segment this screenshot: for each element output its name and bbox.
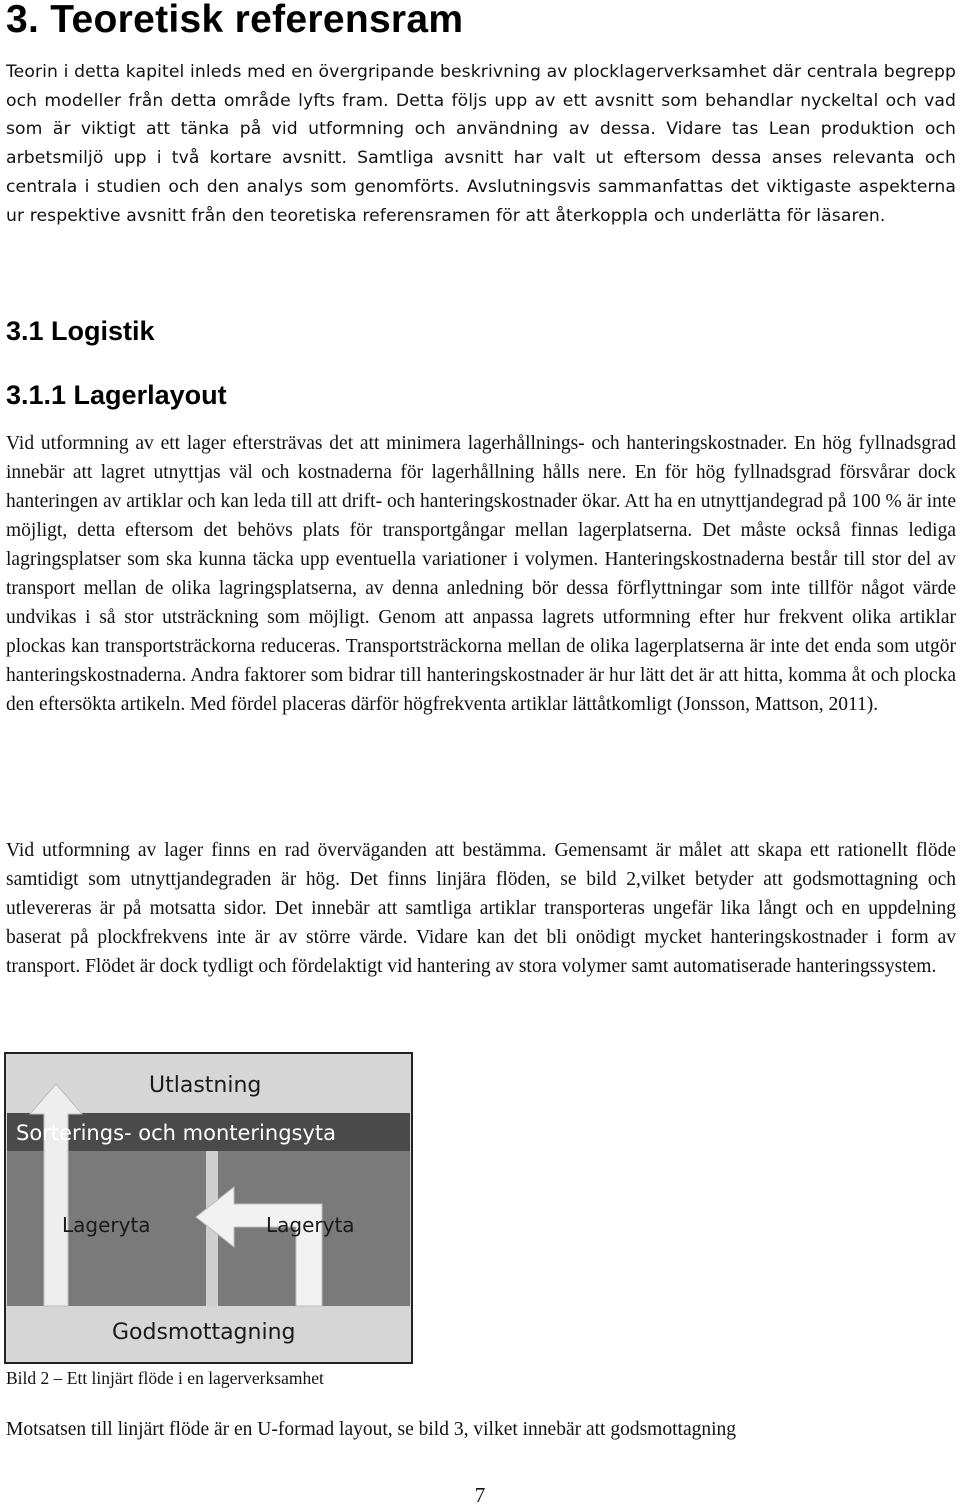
body-paragraph-3: Motsatsen till linjärt flöde är en U-formad layout, se bild 3, vilket innebär att godsmottagning xyxy=(6,1419,737,1440)
storage-left-label: Lageryta xyxy=(62,1213,151,1237)
body-paragraph-1: Vid utformning av ett lager eftersträvas det att minimera lagerhållnings- och hanteringskostnader. En hög fyllnadsgrad innebär att lagret utnyttjas väl och kostnaderna för lagerhållning hålls nere. En för hög fyllnadsgrad försvårar dock hanteringen av artiklar och kan leda till att drift- och hanteringskostnader ökar. Att ha en utnyttjandegrad på 100 % är inte möjligt, detta eftersom det behövs plats för transportgångar mellan lagerplatserna. Det måste också finnas lediga lagringsplatser som ska kunna täcka upp eventuella variationer i volymen. Hanteringskostnaderna består till stor del av transport mellan de olika lagringsplatserna, av denna anledning bör dessa förflyttningar som inte tillför något värde undvikas i så stor utsträckning som möjligt. Genom att anpassa lagrets utformning efter hur frekvent olika artiklar plockas kan transportsträckorna reduceras. Transportsträckorna mellan de olika lagerplatserna är inte det enda som utgör hanteringskostnaderna. Andra faktorer som bidrar till hanteringskostnader är hur lätt det är att hitta, komma åt och plocka den eftersökta artikeln. Med fördel placeras därför högfrekventa artiklar lättåtkomligt (Jonsson, Mattson, 2011). xyxy=(6,433,956,715)
linear-flow-diagram xyxy=(4,1052,413,1364)
subsection-heading: 3.1.1 Lagerlayout xyxy=(6,380,227,410)
chapter-heading: 3. Teoretisk referensram xyxy=(6,0,464,41)
section-heading: 3.1 Logistik xyxy=(6,316,155,346)
page-number: 7 xyxy=(474,1483,486,1507)
intro-paragraph: Teorin i detta kapitel inleds med en övergripande beskrivning av plocklagerverksamhet där centrala begrepp och modeller från detta område lyfts fram. Detta följs upp av ett avsnitt som behandlar nyckeltal och vad som är viktigt att tänka på vid utformning och användning av dessa. Vidare tas Lean produktion och arbetsmiljö upp i två kortare avsnitt. Samtliga avsnitt har valt ut eftersom dessa anses relevanta och centrala i studien och den analys som genomförts. Avslutningsvis sammanfattas det viktigaste aspekterna ur respektive avsnitt från den teoretiska referensramen för att återkoppla och underlätta för läsaren. xyxy=(6,62,956,226)
sorting-label: Sorterings- och monteringsyta xyxy=(16,1121,336,1145)
utlastning-label: Utlastning xyxy=(149,1073,262,1098)
body-paragraph-2: Vid utformning av lager finns en rad överväganden att bestämma. Gemensamt är målet att skapa ett rationellt flöde samtidigt som utnyttjandegraden är hög. Det finns linjära flöden, se bild 2,vilket betyder att godsmottagning och utlevereras är på motsatta sidor. Det innebär att samtliga artiklar transporteras ungefär lika långt och en uppdelning baserat på plockfrekvens inte är av större värde. Vidare kan det bli onödigt mycket hanteringskostnader i form av transport. Flödet är dock tydligt och fördelaktigt vid hantering av stora volymer samt automatiserade hanteringssystem. xyxy=(6,840,956,977)
godsmottagning-label: Godsmottagning xyxy=(112,1320,296,1345)
storage-right-label: Lageryta xyxy=(266,1213,355,1237)
linear-flow-figure xyxy=(4,1052,413,1364)
figure-caption: Bild 2 – Ett linjärt flöde i en lagerverksamhet xyxy=(6,1368,324,1388)
